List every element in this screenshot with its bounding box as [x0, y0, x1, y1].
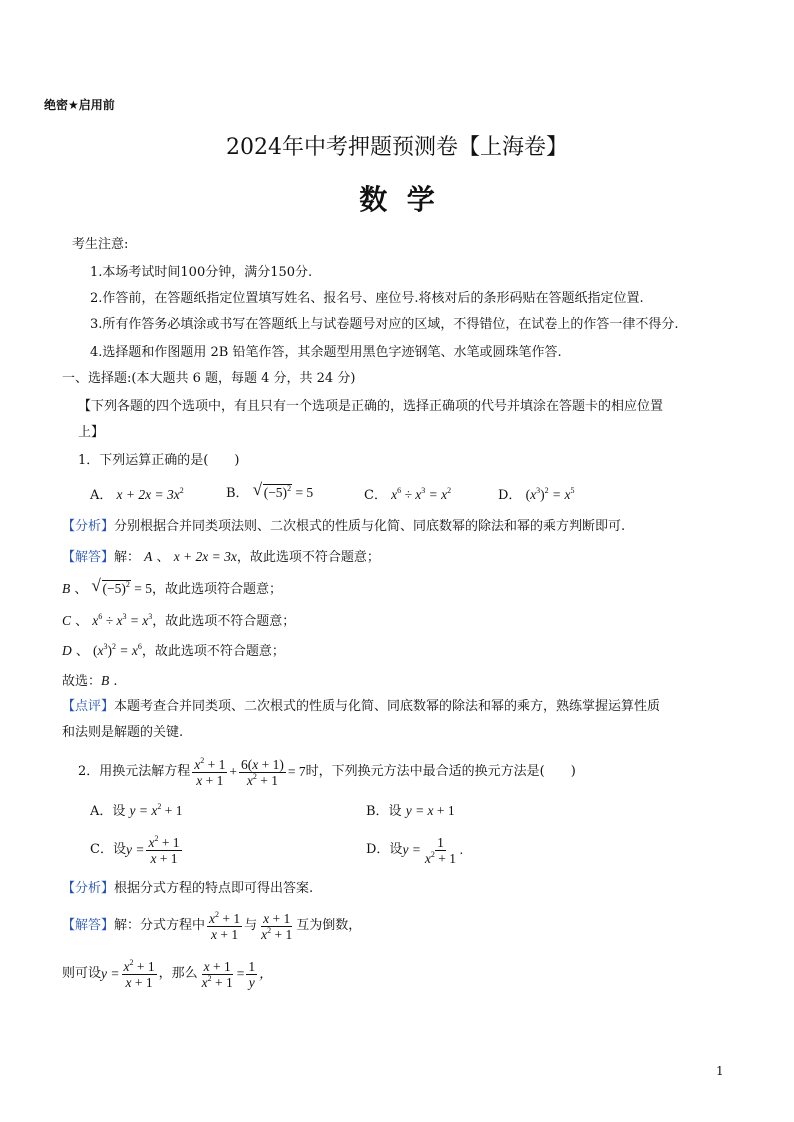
page-number: 1 — [716, 1064, 724, 1078]
q1-answer-c: C 、 $x^6 \div x^3 = x^3$，故此选项不符合题意； — [62, 612, 296, 629]
answer-lead: 解： — [114, 550, 141, 565]
answer-tag: 【解答】 — [62, 550, 115, 565]
analysis-tag: 【分析】 — [62, 519, 115, 534]
q1-analysis — [62, 518, 625, 536]
answer-c-text: ，故此选项不符合题意； — [152, 614, 296, 629]
option-label: B． — [226, 486, 249, 501]
secret-label: 绝密★启用前 — [44, 98, 115, 112]
notice-item-3: 3.所有作答务必填涂或书写在答题纸上与试卷题号对应的区域，不得错位，在试卷上的作答一律不得分. — [90, 317, 679, 332]
q1-option-a — [90, 486, 184, 505]
q2-option-d — [366, 830, 463, 870]
answer-text-a: 解：分式方程中 — [114, 918, 206, 933]
option-b-expr: √ $(-5)^2 = 5$ — [252, 480, 314, 500]
q1-stem: 1．下列运算正确的是( ) — [78, 453, 240, 468]
q2-then — [62, 954, 273, 994]
answer-frac-2: $\frac{x + 1}{x^2 + 1}$ — [261, 910, 293, 942]
q1-answer-a: 【解答】解： A 、 x + 2x = 3x，故此选项不符合题意； — [62, 549, 380, 565]
option-a-expr: $x + 2x = 3x^2$ — [116, 486, 184, 502]
answer-d-expr: $(x^3)^2 = x^6$ — [93, 642, 142, 658]
notice-heading: 考生注意: — [72, 237, 129, 252]
q2-option-a — [90, 802, 183, 821]
option-label: D． — [498, 488, 522, 503]
option-d-expr: $(x^3)^2 = x^5$ — [525, 486, 575, 502]
then-expr-1: y = $\frac{x^2 + 1}{x + 1}$ — [101, 957, 155, 990]
then-expr-2: $\frac{x + 1}{x^2 + 1}$ = $\frac{1}{y}$ ， — [201, 958, 273, 990]
q2-stem-a: 2．用换元法解方程 — [78, 764, 191, 779]
q2-option-c-expr: y = $\frac{x^2 + 1}{x + 1}$ — [125, 833, 180, 866]
option-label: A． — [90, 488, 113, 503]
section-instruction-1: 【下列各题的四个选项中，有且只有一个选项是正确的，选择正确项的代号并填涂在答题卡的相应位置 — [78, 399, 664, 414]
q2-option-a-expr: $y = x^2 + 1$ — [129, 802, 183, 818]
option-c-expr: $x^6 \div x^3 = x^2$ — [391, 486, 452, 502]
label-a: A — [144, 549, 153, 564]
q2-analysis — [62, 880, 313, 898]
choose-value: B — [101, 673, 110, 688]
analysis-tag: 【分析】 — [62, 881, 115, 896]
answer-b-text: ，故此选项符合题意； — [152, 582, 283, 597]
q2-equation: $\frac{x^2 + 1}{x + 1}$ + $\frac{6(x + 1)}{x^2 + 1}$ = 7 — [194, 755, 306, 788]
q1-option-c — [364, 486, 451, 505]
notice-item-4: 4.选择题和作图题用 2B 铅笔作答，其余题型用黑色字迹钢笔、水笔或圆珠笔作答. — [90, 345, 562, 360]
q1-option-b — [226, 480, 314, 503]
q2-option-b-expr: y = x + 1 — [405, 803, 455, 818]
notice-item-2: 2.作答前，在答题纸指定位置填写姓名、报名号、座位号.将核对后的条形码贴在答题纸指定位置. — [90, 291, 644, 306]
q2-option-c — [90, 830, 184, 870]
section-instruction-2: 上】 — [78, 425, 105, 440]
option-label: C． — [364, 488, 387, 503]
answer-frac-1: $\frac{x^2 + 1}{x + 1}$ — [209, 909, 241, 942]
option-label: B．设 — [366, 804, 402, 819]
section-title: 一、选择题:(本大题共 6 题，每题 4 分，共 24 分) — [62, 371, 356, 386]
label-c: C — [62, 613, 72, 628]
answer-a-text: ，故此选项不符合题意； — [236, 550, 380, 565]
q1-option-d — [498, 486, 574, 505]
then-text-a: 则可设 — [62, 966, 102, 981]
q2-option-b — [366, 802, 455, 821]
answer-d-text: ，故此选项不符合题意； — [141, 644, 285, 659]
comment-tag: 【点评】 — [62, 699, 115, 714]
answer-tag: 【解答】 — [62, 918, 115, 933]
q1-comment-2: 和法则是解题的关键. — [62, 725, 184, 740]
answer-text-c: 互为倒数， — [296, 918, 362, 933]
analysis-text: 根据分式方程的特点即可得出答案. — [114, 881, 314, 896]
exam-title: 2024年中考押题预测卷【上海卷】 — [226, 135, 568, 160]
q1-answer-b: B 、 √ $(-5)^2 = 5$，故此选项符合题意； — [62, 576, 283, 597]
q1-answer-d: D 、 $(x^3)^2 = x^6$，故此选项不符合题意； — [62, 642, 285, 659]
q2-stem — [78, 752, 576, 792]
q1-choose: 故选：B . — [62, 673, 118, 689]
q2-option-d-expr: y = $\frac{1}{x^2 + 1}$ . — [402, 834, 464, 866]
option-label: A．设 — [90, 804, 126, 819]
comment-text-1: 本题考查合并同类项、二次根式的性质与化简、同底数幂的除法和幂的乘方，熟练掌握运算性质 — [114, 699, 661, 714]
option-label: C．设 — [90, 842, 126, 857]
then-text-b: ，那么 — [158, 966, 198, 981]
label-b: B — [62, 581, 71, 596]
q2-stem-b: 时，下列换元方法中最合适的换元方法是( ) — [305, 764, 576, 779]
analysis-text: 分别根据合并同类项法则、二次根式的性质与化简、同底数幂的除法和幂的乘方判断即可. — [114, 519, 626, 534]
q2-answer — [62, 906, 361, 946]
label-d: D — [62, 643, 72, 658]
q1-comment-1 — [62, 698, 660, 716]
answer-a-expr: x + 2x = 3x — [173, 549, 237, 564]
answer-b-expr: √ $(-5)^2 = 5$ — [91, 576, 152, 596]
subject-title: 数 学 — [359, 183, 435, 216]
answer-c-expr: $x^6 \div x^3 = x^3$ — [92, 612, 153, 628]
choose-label: 故选： — [62, 674, 102, 689]
answer-text-b: 与 — [244, 918, 258, 933]
option-label: D．设 — [366, 842, 403, 857]
notice-item-1: 1.本场考试时间100分钟，满分150分. — [90, 265, 313, 280]
